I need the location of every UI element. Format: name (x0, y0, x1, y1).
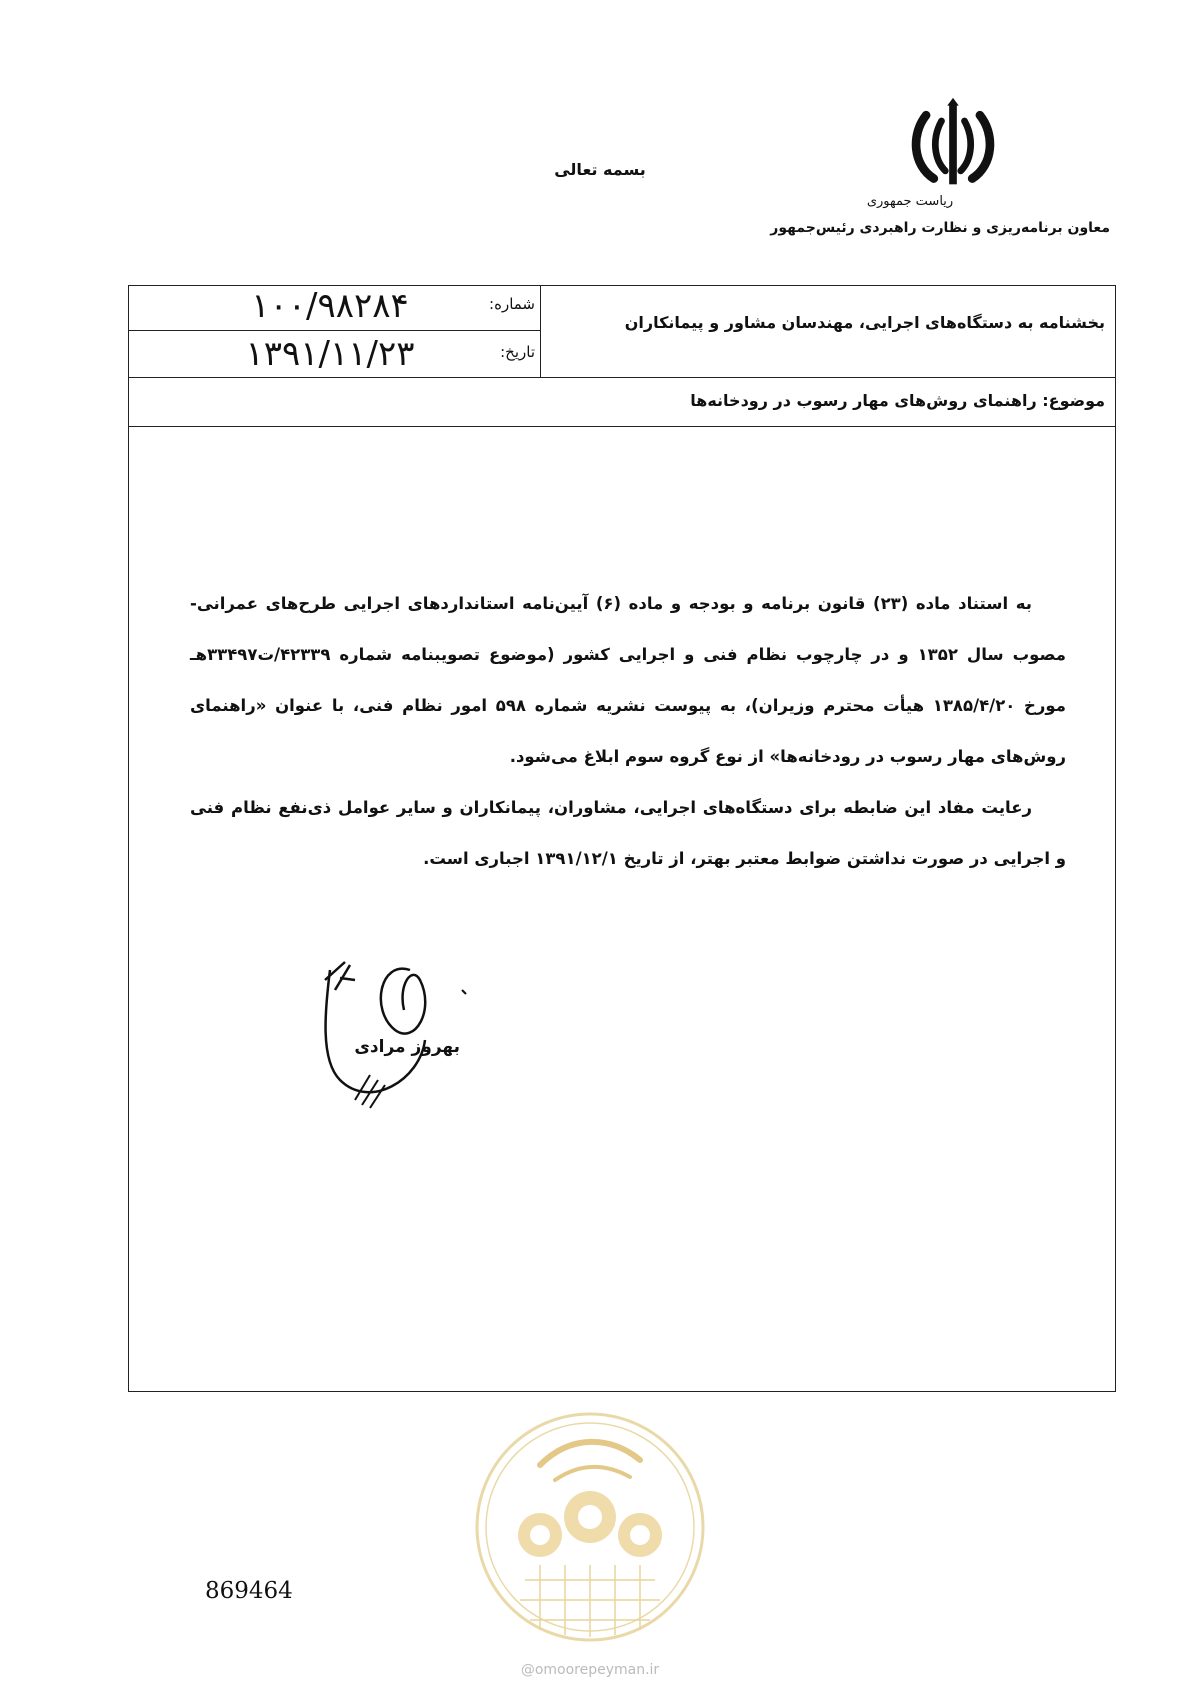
body-paragraph-2: رعایت مفاد این ضابطه برای دستگاه‌های اجرایی، مشاوران، پیمانکاران و سایر عوامل ذی‌نفع نظام فنی و اجرایی در صورت نداشتن ضوابط معتبر بهتر، از تاریخ ۱۳۹۱/۱۲/۱ اجباری است. (190, 798, 1066, 868)
body-p1-before: به استناد ماده (۲۳) قانون برنامه و بودجه و ماده (۶) آیین‌نامه استانداردهای اجرایی طرح‌های عمرانی- مصوب سال ۱۳۵۲ و در چارچوب نظام فنی و اجرایی کشور (موضوع تصویبنامه شماره ۴۲۳۳۹/ت۳۳۴۹۷هـ مورخ ۱۳۸۵/۴/۲۰ هیأت محترم وزیران)، به پیوست نشریه شماره ۵۹۸ امور نظام فنی، با عنوان « (190, 594, 1066, 715)
meta-divider (128, 330, 541, 331)
presidency-label: ریاست جمهوری (866, 194, 954, 209)
watermark-stamp (470, 1405, 710, 1655)
document-number: 869464 (205, 1578, 293, 1604)
stamp-website: @omoorepeyman.ir (520, 1662, 660, 1678)
body-paragraph-1 (190, 578, 1066, 782)
number-label: شماره: (489, 295, 535, 313)
bismillah-heading: بسمه تعالی (554, 160, 646, 179)
subject: موضوع: راهنمای روش‌های مهار رسوب در رودخانه‌ها (690, 391, 1105, 410)
signatory-name: بهروز مرادی (354, 1037, 460, 1057)
iran-emblem-icon (905, 96, 1001, 192)
letter-body (190, 578, 1066, 884)
deputy-title: معاون برنامه‌ریزی و نظارت راهبردی رئیس‌جمهور (770, 220, 1110, 236)
recipients: بخشنامه به دستگاه‌های اجرایی، مهندسان مشاور و پیمانکاران (624, 313, 1105, 332)
body-p1-after: » از نوع گروه سوم ابلاغ می‌شود. (509, 747, 781, 766)
publication-title: راهنمای روش‌های مهار رسوب در رودخانه‌ها (190, 696, 1066, 766)
number-value: ۱۰۰/۹۸۲۸۴ (251, 286, 409, 326)
date-label: تاریخ: (500, 343, 535, 361)
handwritten-signature (300, 950, 510, 1120)
date-value: ۱۳۹۱/۱۱/۲۳ (245, 334, 415, 374)
